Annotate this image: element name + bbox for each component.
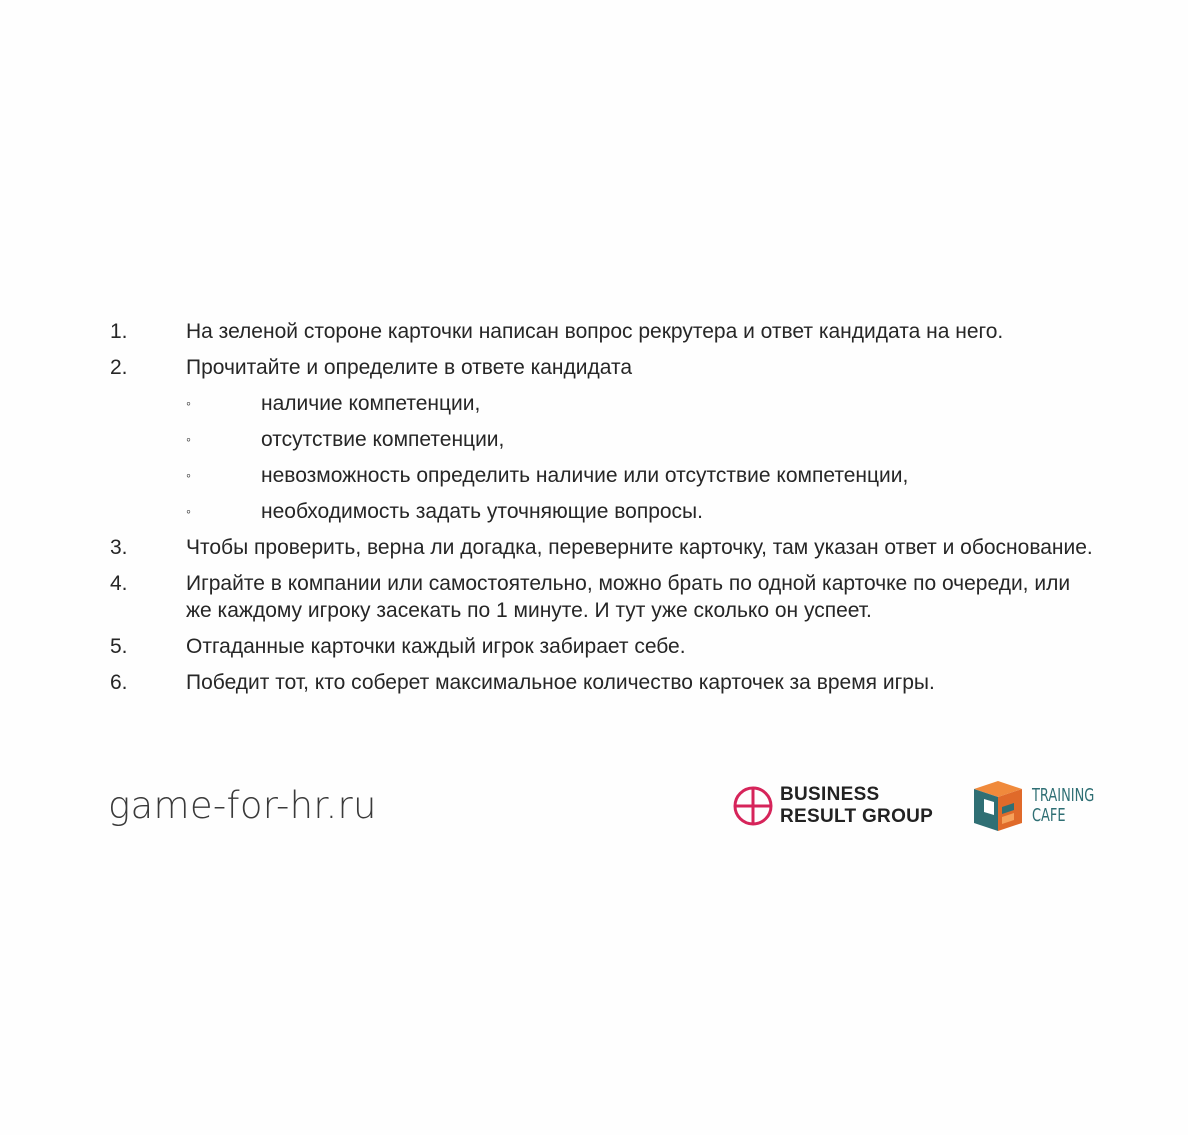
rule-number: 3. — [110, 536, 128, 559]
training-cafe-wordmark — [1032, 786, 1094, 826]
logo-line-2: RESULT GROUP — [780, 806, 934, 827]
rule-item-5 — [110, 633, 1100, 660]
rule-text: Играйте в компании или самостоятельно, можно брать по одной карточке по очереди, или же каждому игроку засекать по 1 минуте. И тут уже сколько он успеет. — [186, 572, 1071, 622]
rule-number: 6. — [110, 671, 128, 694]
bullet-icon: ◦ — [186, 467, 191, 483]
website-url: game-for-hr.ru — [108, 784, 377, 827]
training-cafe-logo — [970, 779, 1119, 833]
rule-text: Победит тот, кто соберет максимальное количество карточек за время игры. — [186, 671, 935, 694]
rule-text: Чтобы проверить, верна ли догадка, переверните карточку, там указан ответ и обоснование. — [186, 536, 1093, 559]
rule-text: Прочитайте и определите в ответе кандидата — [186, 356, 633, 379]
bullet-icon: ◦ — [186, 395, 191, 411]
bullet-icon: ◦ — [186, 431, 191, 447]
sub-item-2 — [110, 426, 1100, 453]
sub-item-text: отсутствие компетенции, — [261, 428, 505, 451]
competence-options-list — [110, 390, 1100, 525]
sub-item-text: наличие компетенции, — [261, 392, 481, 415]
training-cafe-cube-icon — [970, 779, 1026, 833]
sub-item-1 — [110, 390, 1100, 417]
bullet-icon: ◦ — [186, 503, 191, 519]
sub-item-text: необходимость задать уточняющие вопросы. — [261, 500, 703, 523]
business-result-group-logo — [732, 784, 933, 828]
business-result-group-wordmark — [780, 784, 933, 828]
crosshair-circle-icon — [732, 785, 774, 827]
rule-number: 4. — [110, 572, 128, 595]
rule-item-2 — [110, 354, 1100, 525]
rule-item-4 — [110, 570, 1100, 624]
rule-item-3 — [110, 534, 1100, 561]
rule-item-1 — [110, 318, 1100, 345]
logo-line-2: CAFE — [1032, 805, 1066, 826]
logo-line-1: BUSINESS — [780, 784, 880, 805]
rule-item-6 — [110, 669, 1100, 696]
rule-text: На зеленой стороне карточки написан вопрос рекрутера и ответ кандидата на него. — [186, 320, 1004, 343]
rule-number: 1. — [110, 320, 128, 343]
sub-item-4 — [110, 498, 1100, 525]
rule-number: 5. — [110, 635, 128, 658]
sub-item-text: невозможность определить наличие или отсутствие компетенции, — [261, 464, 909, 487]
sub-item-3 — [110, 462, 1100, 489]
rule-row — [110, 354, 1100, 381]
rules-list — [110, 318, 1100, 705]
rule-number: 2. — [110, 356, 128, 379]
rule-text: Отгаданные карточки каждый игрок забирает себе. — [186, 635, 686, 658]
logo-line-1: TRAINING — [1032, 785, 1095, 806]
